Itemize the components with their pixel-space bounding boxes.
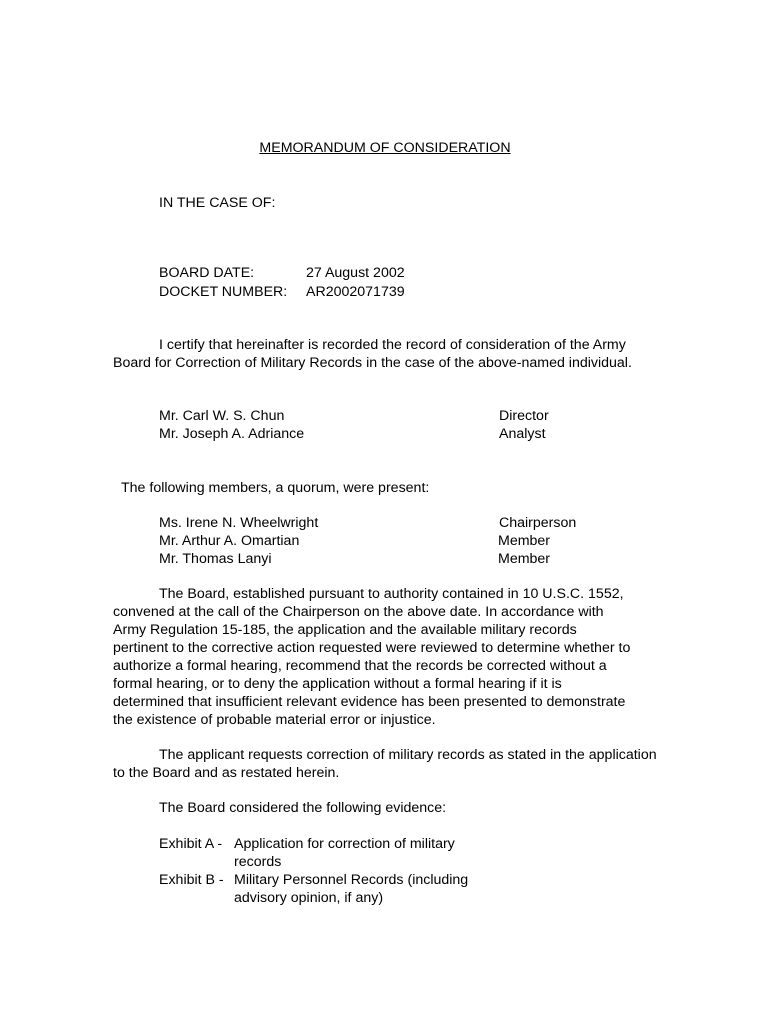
exhibit-item bbox=[159, 871, 494, 907]
staff-role: Analyst bbox=[499, 426, 546, 442]
exhibit-label: Exhibit B - bbox=[159, 872, 224, 888]
document-title: MEMORANDUM OF CONSIDERATION bbox=[259, 140, 511, 156]
quorum-statement: The following members, a quorum, were present: bbox=[121, 480, 430, 496]
staff-name: Mr. Carl W. S. Chun bbox=[159, 408, 285, 424]
member-role: Member bbox=[498, 533, 551, 549]
member-name: Ms. Irene N. Wheelwright bbox=[159, 515, 319, 531]
certification-paragraph: I certify that hereinafter is recorded the record of consideration of the Army Board for Correction of Military Records in the case of the above-named individual. bbox=[113, 337, 632, 371]
member-role: Chairperson bbox=[499, 515, 577, 531]
member-name: Mr. Thomas Lanyi bbox=[159, 551, 272, 567]
member-role: Member bbox=[498, 551, 551, 567]
evidence-intro: The Board considered the following evidence: bbox=[159, 800, 447, 816]
board-authority-paragraph: The Board, established pursuant to authority contained in 10 U.S.C. 1552, convened at the call of the Chairperson on the above date. In accordance with Army Regulation 15-185, the application and the available military records pertinent to the corrective action requested were reviewed to determine whether to authorize a formal hearing, recommend that the records be corrected without a formal hearing, or to deny the application without a formal hearing if it is determined that insufficient relevant evidence has been presented to demonstrate the existence of probable material error or injustice. bbox=[113, 586, 631, 728]
board-date-value: 27 August 2002 bbox=[306, 265, 405, 281]
board-date-label: BOARD DATE: bbox=[159, 265, 255, 281]
exhibit-description: Military Personnel Records (including advisory opinion, if any) bbox=[234, 872, 469, 906]
staff-name: Mr. Joseph A. Adriance bbox=[159, 426, 305, 442]
exhibit-description: Application for correction of military records bbox=[234, 836, 455, 870]
applicant-request-paragraph: The applicant requests correction of military records as stated in the application to the Board and as restated herein. bbox=[113, 747, 657, 781]
member-name: Mr. Arthur A. Omartian bbox=[159, 533, 300, 549]
exhibit-item bbox=[159, 835, 494, 871]
docket-number-label: DOCKET NUMBER: bbox=[159, 284, 288, 300]
docket-number-value: AR2002071739 bbox=[306, 284, 405, 300]
case-label: IN THE CASE OF: bbox=[159, 195, 276, 211]
exhibit-label: Exhibit A - bbox=[159, 836, 223, 852]
staff-role: Director bbox=[499, 408, 549, 424]
